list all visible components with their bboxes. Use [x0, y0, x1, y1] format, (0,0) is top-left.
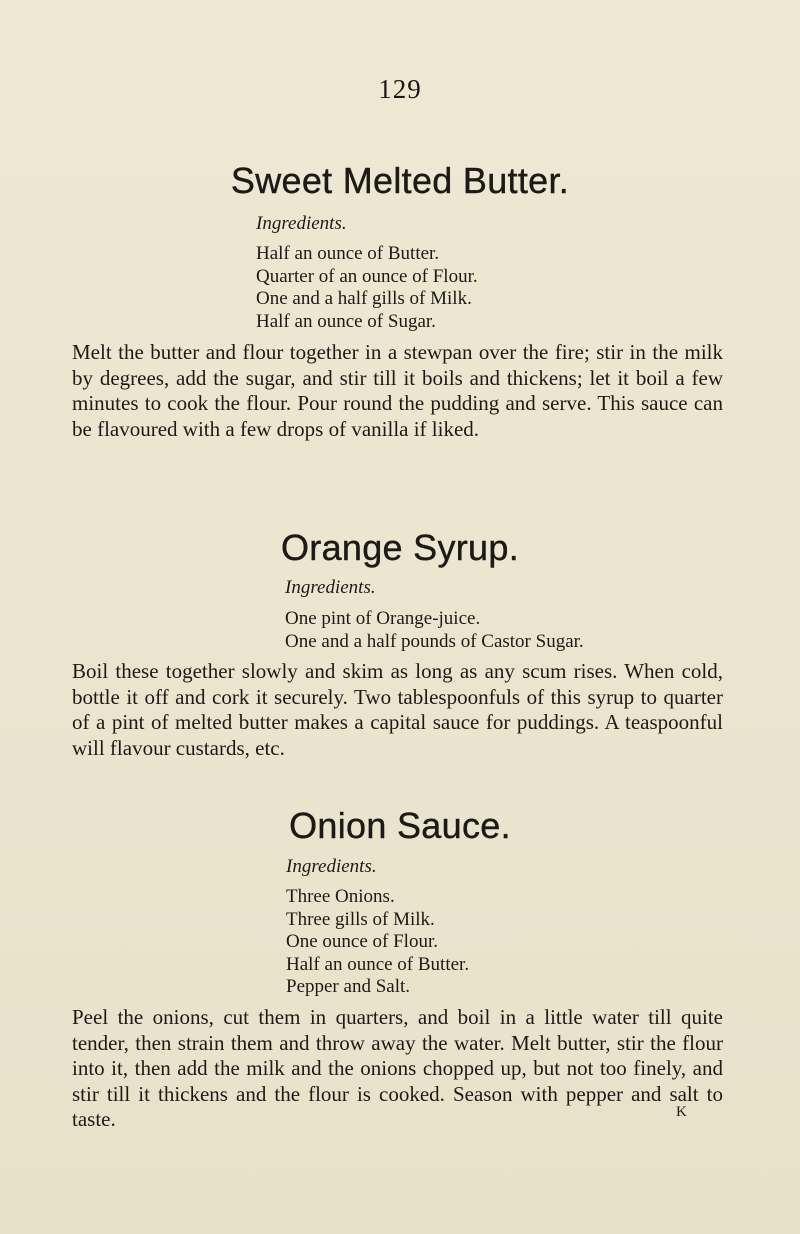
ingredient-item: One and a half gills of Milk. [256, 288, 472, 309]
recipe-title-sweet-melted-butter: Sweet Melted Butter. [230, 160, 570, 201]
ingredient-item: Half an ounce of Butter. [256, 243, 440, 264]
ingredient-item: Three Onions. [286, 886, 395, 907]
ingredients-heading: Ingredients. [286, 856, 377, 877]
ingredient-item: One and a half pounds of Castor Sugar. [285, 630, 584, 652]
ingredient-item: Three gills of Milk. [286, 908, 435, 930]
recipe-title-orange-syrup: Orange Syrup. [280, 527, 520, 568]
ingredients-list [285, 608, 584, 653]
ingredient-item: Half an ounce of Sugar. [256, 310, 436, 332]
method-paragraph: Peel the onions, cut them in quarters, and boil in a little water till quite tender, then strain them and throw away the water. Melt butter, stir the flour into it, then add the milk and the onions chopped up, but not too finely, and stir till it thickens and the flour is cooked. Season with pepper and salt to taste. [72, 1005, 723, 1131]
ingredients-heading: Ingredients. [285, 577, 376, 598]
ingredients-list [286, 886, 469, 999]
method-paragraph: Boil these together slowly and skim as long as any scum rises. When cold, bottle it off and cork it securely. Two tablespoonfuls of this syrup to quarter of a pint of melted butter makes a capital sauce for puddings. A teaspoonful will flavour custards, etc. [72, 659, 723, 760]
signature-mark: K [676, 1104, 687, 1120]
ingredient-item: One ounce of Flour. [286, 931, 438, 952]
ingredients-list [256, 243, 478, 333]
ingredient-item: Half an ounce of Butter. [286, 953, 470, 975]
ingredient-item: Pepper and Salt. [286, 976, 411, 997]
ingredients-heading: Ingredients. [256, 213, 347, 234]
ingredient-item: Quarter of an ounce of Flour. [256, 265, 478, 287]
page-number: 129 [378, 74, 422, 104]
ingredient-item: One pint of Orange-juice. [285, 608, 481, 629]
method-paragraph: Melt the butter and flour together in a stewpan over the fire; stir in the milk by degrees, add the sugar, and stir till it boils and thickens; let it boil a few minutes to cook the flour. Pour round the pudding and serve. This sauce can be flavoured with a few drops of vanilla if liked. [72, 340, 723, 441]
recipe-title-onion-sauce: Onion Sauce. [289, 805, 511, 846]
